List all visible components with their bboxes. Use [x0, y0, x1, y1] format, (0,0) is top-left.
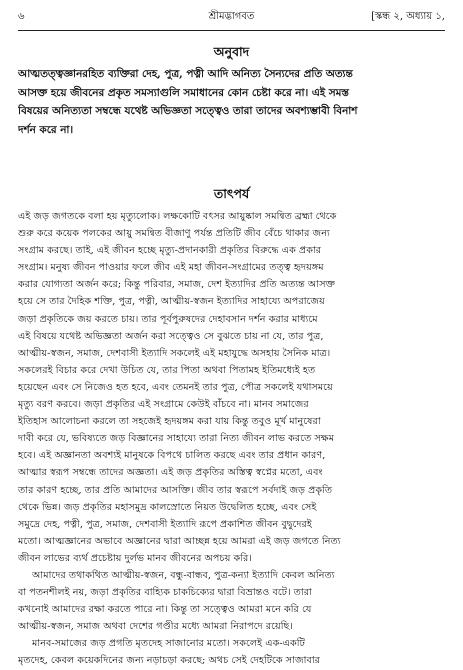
text-line: আমাদের তথাকথিত আত্মীয়-স্বজন, বন্ধু-বান্ধব, পুত্র-কন্যা ইত্যাদি কেবল অনিত্য — [32, 569, 335, 581]
text-line: কখনোই আমাদের রক্ষা করতে পারে না। কিন্তু তা সত্ত্বেও আমরা মনে করি যে — [18, 604, 312, 616]
text-line: সংগ্রাম করছে। তাই, এই জীবন হচ্ছে মৃত্যু-প্রদানকারী প্রকৃতির বিরুদ্ধে এক প্রকার — [18, 245, 322, 257]
page-number: ৬ — [18, 11, 25, 22]
text-line: জড়া প্রকৃতিকে জয় করতে চায়। তার পূর্বপুরুষদের দেহাবসান দর্শন করার মাধ্যমে — [18, 313, 318, 325]
text-line: আত্মতত্ত্বজ্ঞানরহিত ব্যক্তিরা দেহ, পুত্র, পত্নী আদি অনিত্য সৈন্যদের প্রতি অত্যন্ত — [18, 68, 353, 80]
text-line: সকলেরই বিচার করে দেখা উচিত যে, তার পিতা অথবা পিতামহ ইতিমধ্যেই হত — [18, 364, 316, 376]
purport-heading: তাৎপর্য — [213, 186, 250, 201]
running-header — [18, 9, 445, 25]
text-line: থেকে ভিন্ন। জড় প্রকৃতির মহাসমুদ্র কালস্রোতে নিয়ত উদ্বেলিত হচ্ছে, এবং সেই — [18, 501, 317, 513]
text-line: জীবন লাভের ব্যর্থ প্রচেষ্টায় দুর্লভ মানব জীবনের অপচয় করি। — [18, 552, 252, 564]
text-line: তার কারণ হচ্ছে, তার প্রতি আমাদের আসক্তি। জীব তার স্বরূপে সর্বদাই জড় প্রকৃতি — [18, 484, 333, 496]
text-line: মতো। আত্মজ্ঞানের অভাবে অজ্ঞানের দ্বারা আচ্ছন্ন হয়ে আমরা এই জড় জগতে নিত্য — [18, 535, 341, 547]
text-line: দাবী করে যে, ভবিষ্যতে জড় বিজ্ঞানের সাহায্যে তারা নিত্য জীবন লাভ করতে সক্ষম — [18, 433, 335, 445]
text-line: শুরু করে কয়েক পলকের আয়ু সমন্বিত বীজাণু পর্যন্ত প্রতিটি জীব বেঁচে থাকার জন্য — [18, 228, 330, 240]
text-line: হয়েছেন এবং সে নিজেও হত হবে, এবং তেমনই তার পুত্র, পৌত্র সকলেই যথাসময়ে — [18, 381, 333, 393]
text-line: এই বিষয়ে যথেষ্ট অভিজ্ঞতা অর্জন করা সত্ত্বেও সে বুঝতে চায় না যে, তার পুত্র, — [18, 330, 324, 342]
text-line: হয়ে সে তার দৈহিক শক্তি, পুত্র, পত্নী, আত্মীয়-স্বজন ইত্যাদির সাহায্যে অপরাজেয় — [18, 296, 325, 308]
translation-heading: অনুবাদ — [213, 44, 250, 59]
translation-text — [18, 65, 445, 139]
text-line: মানব-সমাজের জড় প্রগতি মৃতদেহ সাজানোর মতো। সকলেই এক-একটি — [32, 638, 305, 650]
text-line: ইতিহাস আলোচনা করলে তা সহজেই হৃদয়ঙ্গম করা যায় কিন্তু তবুও মূর্খ মানুষেরা — [18, 416, 321, 428]
text-line: বিষয়ের অনিত্যতা সম্বন্ধে যথেষ্ট অভিজ্ঞতা সত্ত্বেও তারা তাদের অবশ্যম্ভাবী বিনাশ — [18, 105, 358, 117]
text-line: সমুদ্রে দেহ, পত্নী, পুত্র, সমাজ, দেশবাসী ইত্যাদি রূপে প্রকাশিত জীবন বুদ্বুদেরই — [18, 518, 312, 530]
text-line: হবে। এই অজ্ঞানতা অবশ্যই মানুষকে বিপথে চালিত করছে এবং তার প্রধান কারণ, — [18, 450, 326, 462]
text-line: দর্শন করে না। — [18, 123, 74, 136]
text-line: মৃতদেহ, কেবল কয়েকদিনের জন্য নড়াচড়া করছে; অথচ সেই দেহটিকে সাজাবার — [18, 655, 321, 667]
header-divider — [18, 30, 445, 31]
text-line: সংগ্রাম। মনুষ্য জীবন পাওয়ার ফলে জীব এই মহা জীবন-সংগ্রামের তত্ত্ব হৃদয়ঙ্গম — [18, 262, 324, 274]
text-line: আত্মীয়-স্বজন, সমাজ, দেশবাসী ইত্যাদি সকলেই এই মহাযুদ্ধে অসহায় সৈনিক মাত্র। — [18, 347, 331, 359]
text-line: মৃত্যু বরণ করবে। জড়া প্রকৃতির এই সংগ্রামে কেউই বাঁচবে না। মানব সমাজের — [18, 399, 309, 411]
text-line: বা পতনশীলই নয়, জড়া প্রকৃতির বাহ্যিক চাকচিক্যের দ্বারা বিভ্রান্তও বটে। তারা — [18, 587, 312, 599]
purport-text — [18, 208, 445, 670]
text-line: করার যোগ্যতা অর্জন করে; কিন্তু পরিবার, সমাজ, দেশ ইত্যাদির প্রতি অত্যন্ত আসক্ত — [18, 279, 336, 291]
text-line: আসক্ত হয়ে জীবনের প্রকৃত সমস্যাগুলি সমাধানের কোন চেষ্টা করে না। এই সমস্ত — [18, 86, 349, 99]
text-line: আত্মার স্বরূপ সম্বন্ধে তাদের অজ্ঞতা। এই জড় প্রকৃতির অস্তিত্ব স্বপ্নের মতো, এবং — [18, 467, 323, 479]
text-line: এই জড় জগতকে বলা হয় মৃত্যুলোক। লক্ষকোটি বৎসর আয়ুষ্কাল সমন্বিত ব্রহ্মা থেকে — [18, 211, 337, 222]
chapter-reference: [স্কন্ধ ২, অধ্যায় ১, — [371, 11, 445, 22]
text-line: আত্মীয়-স্বজন, সমাজ অথবা দেশের গণ্ডীর মধ্যে আমরা নিরাপদে রয়েছি। — [18, 621, 293, 633]
book-title: শ্রীমদ্ভাগবত — [208, 11, 255, 22]
